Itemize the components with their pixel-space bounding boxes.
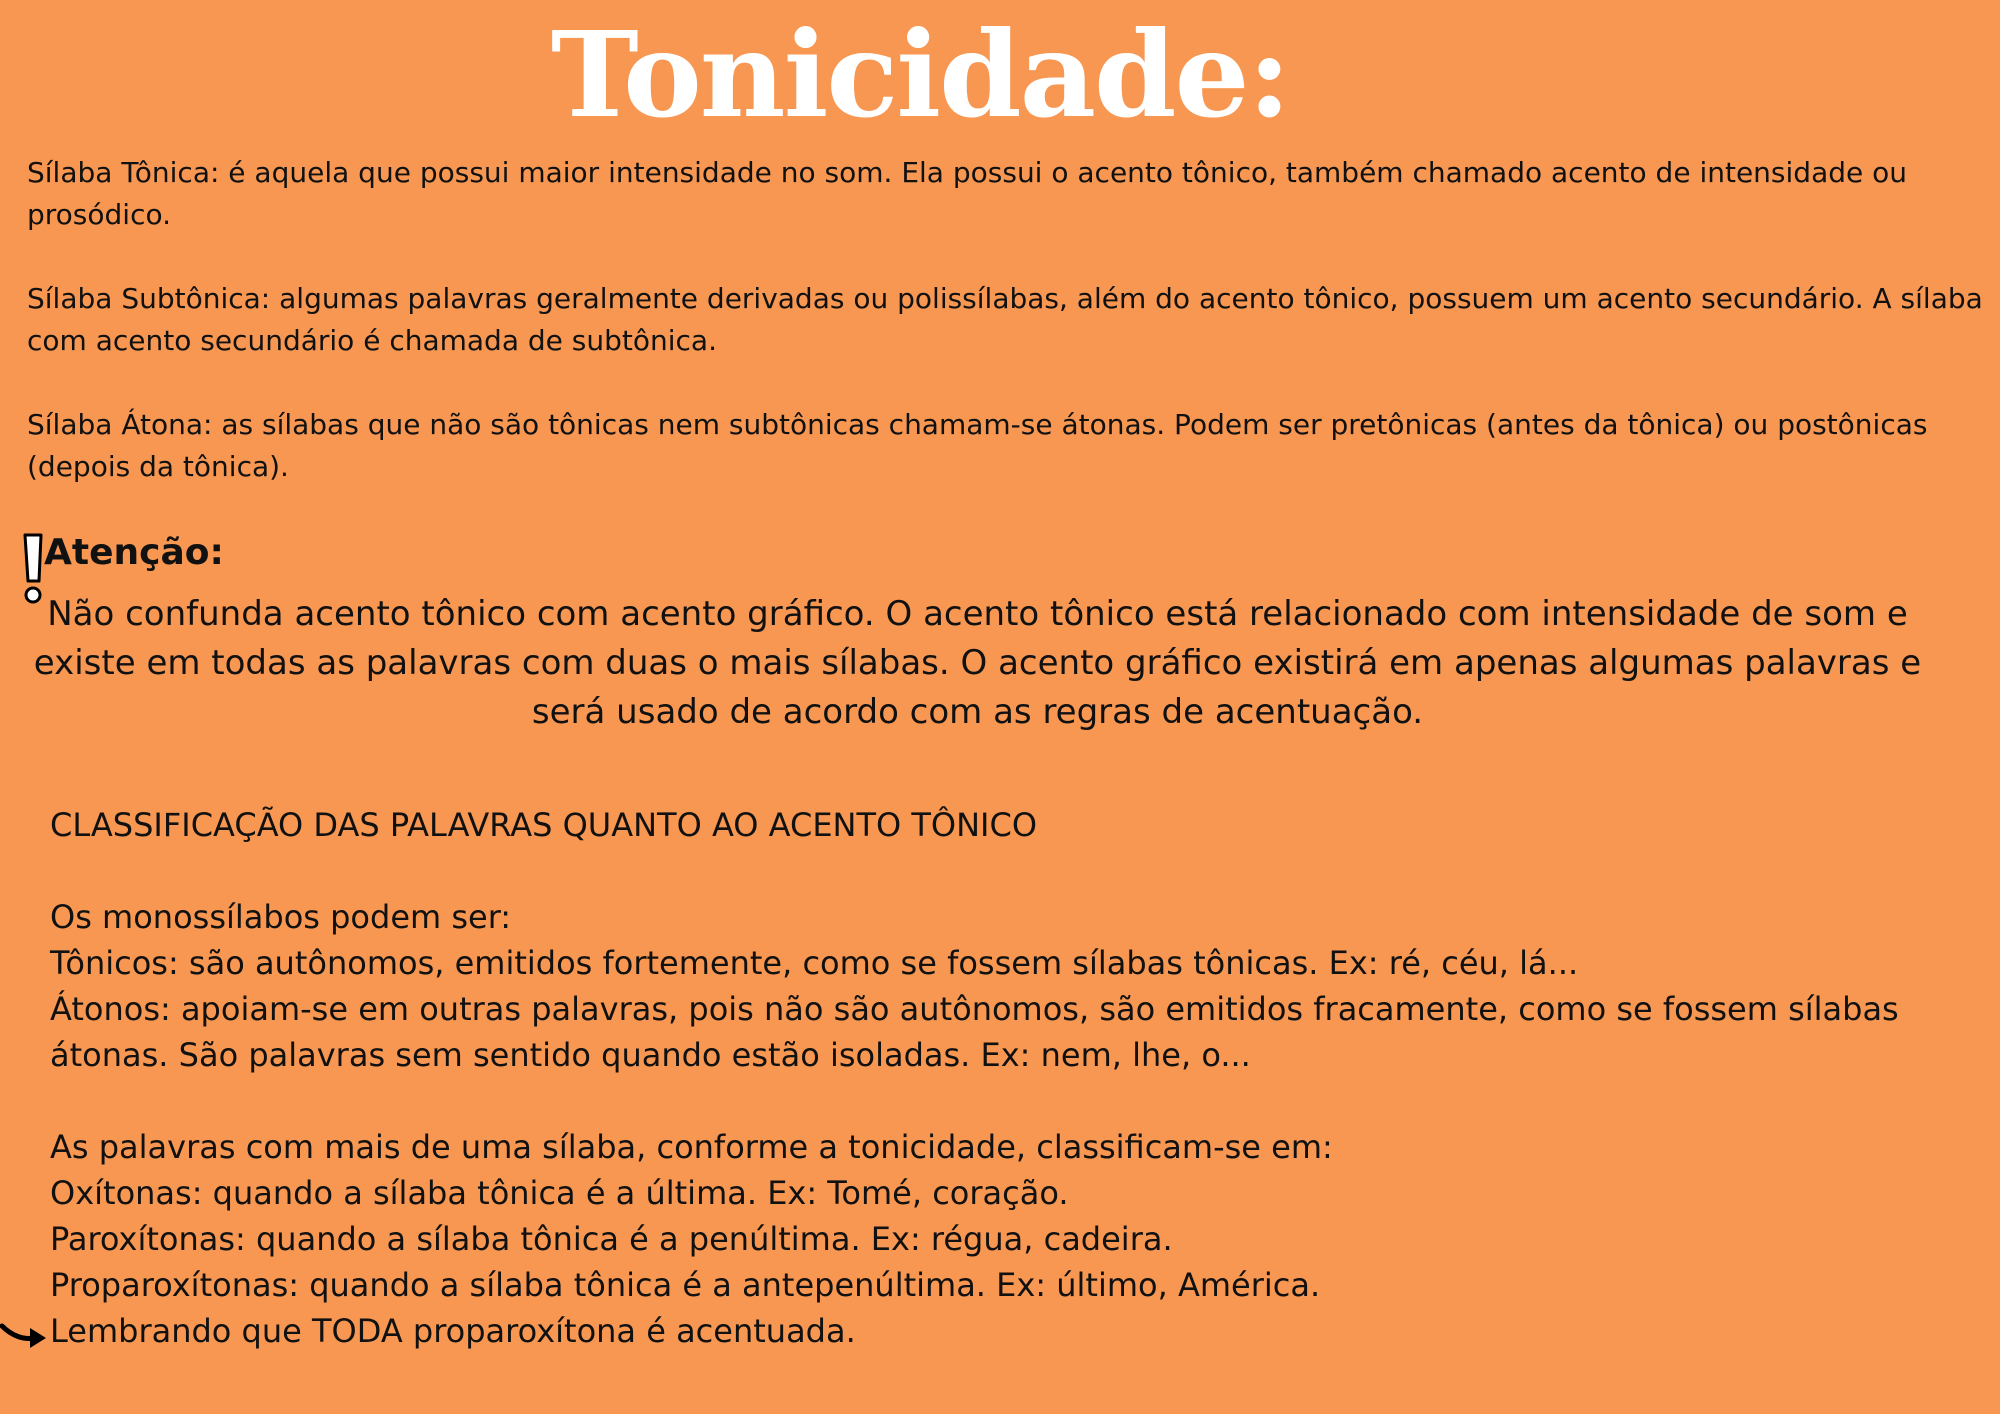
syllable-definitions [27, 152, 1997, 530]
classification-section [50, 802, 1995, 1354]
paroxitonas-item: Paroxítonas: quando a sílaba tônica é a penúltima. Ex: régua, cadeira. [50, 1220, 1173, 1258]
attention-text: Não confunda acento tônico com acento gráfico. O acento tônico está relacionado com intensidade de som e existe em todas as palavras com duas o mais sílabas. O acento gráfico existirá em apenas algumas palavras e será usado de acordo com as regras de acentuação. [33, 594, 1922, 732]
polysyllables-intro: As palavras com mais de uma sílaba, conforme a tonicidade, classificam-se em: [50, 1128, 1333, 1166]
page-title: Tonicidade: [550, 5, 1290, 144]
definition-subtonic: Sílaba Subtônica: algumas palavras geralmente derivadas ou polissílabas, além do acento tônico, possuem um acento secundário. A sílaba com acento secundário é chamada de subtônica. [27, 282, 1983, 357]
monosyllables-tonic: Tônicos: são autônomos, emitidos fortemente, como se fossem sílabas tônicas. Ex: ré, céu, lá... [50, 944, 1579, 982]
monosyllables-atonic: Átonos: apoiam-se em outras palavras, pois não são autônomos, são emitidos fracamente, como se fossem sílabas átonas. São palavras sem sentido quando estão isoladas. Ex: nem, lhe, o... [50, 990, 1899, 1074]
attention-title: Atenção: [44, 532, 224, 573]
classification-heading: CLASSIFICAÇÃO DAS PALAVRAS QUANTO AO ACENTO TÔNICO [50, 806, 1038, 844]
reminder-text: Lembrando que TODA proparoxítona é acentuada. [50, 1312, 856, 1350]
arrow-right-icon [0, 1320, 48, 1350]
proparoxitonas-item: Proparoxítonas: quando a sílaba tônica é a antepenúltima. Ex: último, América. [50, 1266, 1321, 1304]
oxitonas-item: Oxítonas: quando a sílaba tônica é a última. Ex: Tomé, coração. [50, 1174, 1069, 1212]
monosyllables-intro: Os monossílabos podem ser: [50, 898, 512, 936]
definition-atonic: Sílaba Átona: as sílabas que não são tônicas nem subtônicas chamam-se átonas. Podem ser pretônicas (antes da tônica) ou postônicas (depois da tônica). [27, 408, 1928, 483]
definition-tonic: Sílaba Tônica: é aquela que possui maior intensidade no som. Ela possui o acento tônico, também chamado acento de intensidade ou prosódico. [27, 156, 1908, 231]
